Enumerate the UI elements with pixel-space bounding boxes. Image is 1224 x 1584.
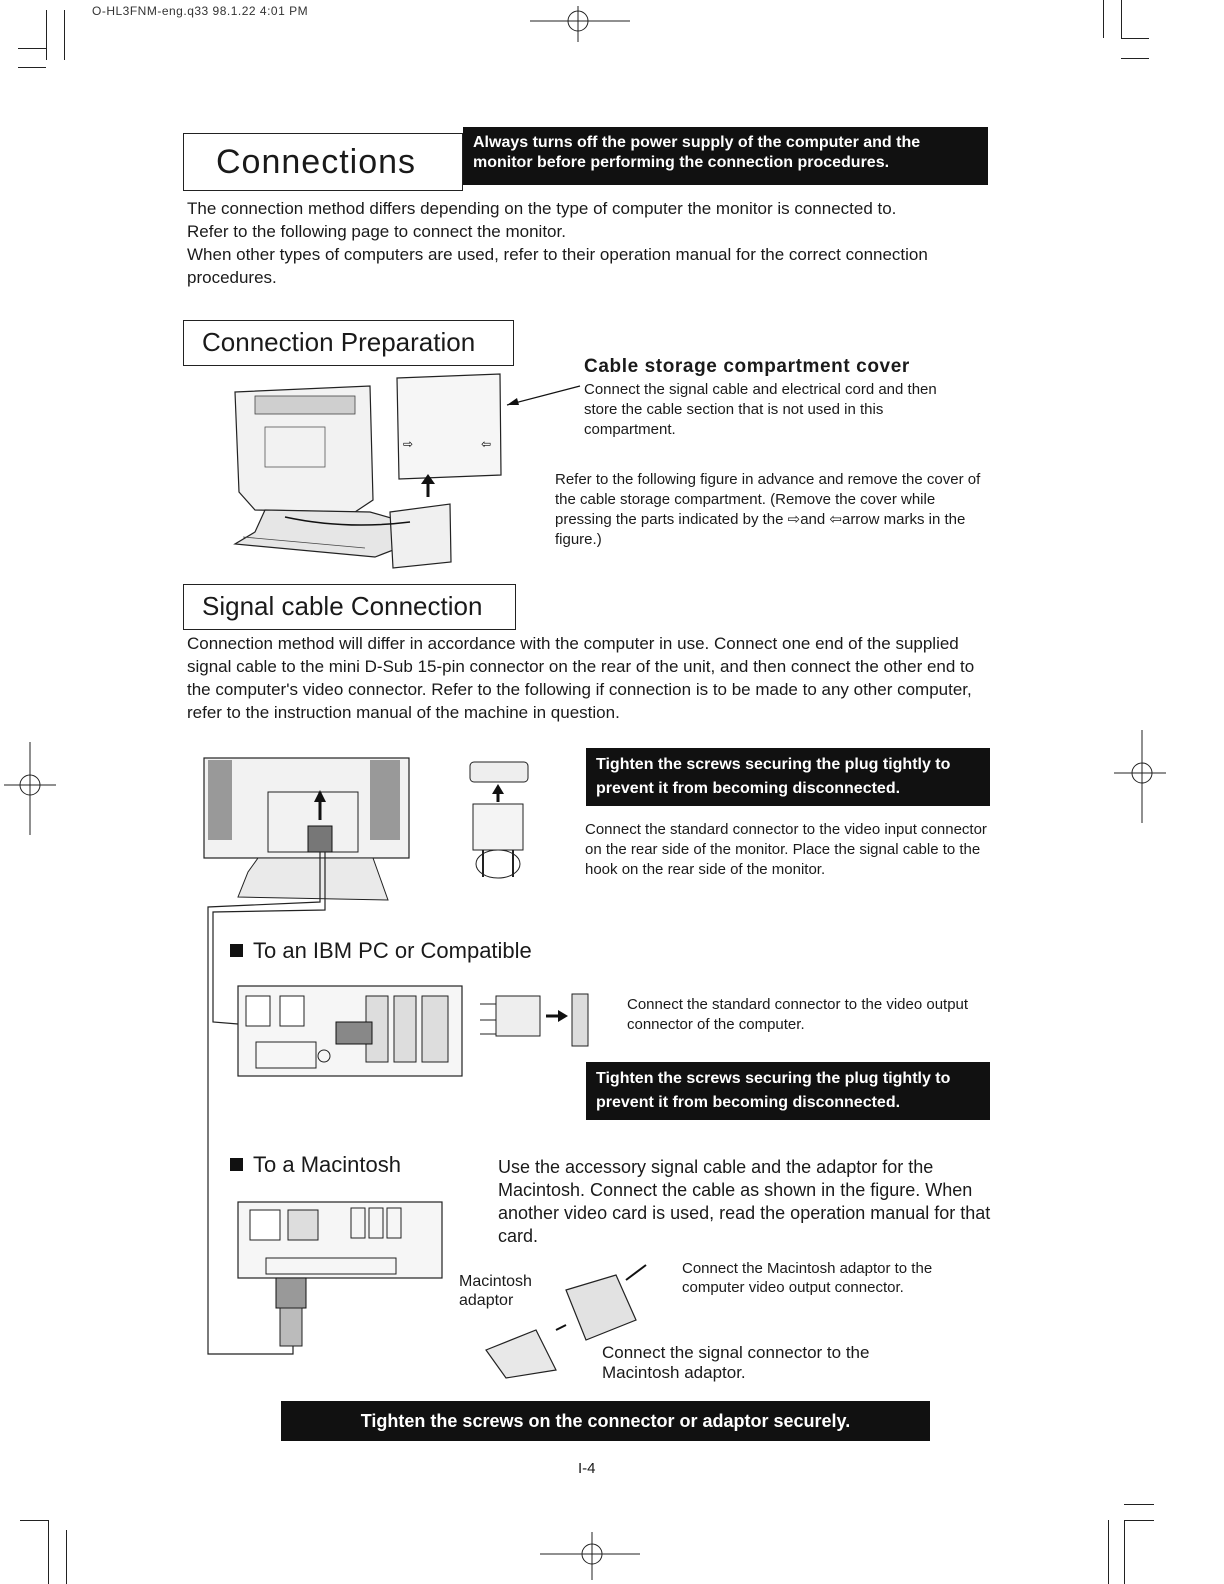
monitor-connector-text: Connect the standard connector to the video input connector on the rear side of the monitor. Place the signal cable to the hook on the rear side of the monitor. — [585, 821, 987, 878]
crop-mark — [48, 1520, 49, 1584]
registration-mark-bottom — [540, 1530, 640, 1584]
page-title: Connections — [183, 133, 463, 191]
intro-text — [187, 197, 977, 289]
preparation-instructions: Refer to the following figure in advance and remove the cover of the cable storage compartment. (Remove the cover while pressing the parts indicated by the ⇨and ⇦arrow marks in the figure.) — [555, 471, 981, 548]
crop-mark — [1121, 0, 1122, 38]
intro-paragraph: Refer to the following page to connect the monitor. — [187, 222, 566, 241]
page-number: I-4 — [578, 1460, 596, 1477]
mac-adaptor-instruction: Connect the Macintosh adaptor to the computer video output connector. — [682, 1260, 933, 1296]
crop-mark — [18, 67, 46, 68]
print-slug: O-HL3FNM-eng.q33 98.1.22 4:01 PM — [92, 4, 309, 18]
tighten-warning-ibm: Tighten the screws securing the plug tightly to prevent it from becoming disconnected. — [586, 1062, 990, 1120]
crop-mark — [46, 10, 47, 60]
bottom-warning-banner: Tighten the screws on the connector or adaptor securely. — [281, 1401, 930, 1441]
monitor-rear-cover-illustration — [225, 372, 580, 572]
signal-description — [187, 632, 987, 724]
section-heading-signal: Signal cable Connection — [183, 584, 516, 630]
mac-heading-label: To a Macintosh — [253, 1152, 401, 1177]
crop-mark — [1121, 38, 1149, 39]
ibm-heading-label: To an IBM PC or Compatible — [253, 938, 532, 963]
crop-mark — [20, 1520, 48, 1521]
registration-mark-right — [1110, 728, 1170, 828]
ibm-pc-rear-illustration — [236, 984, 611, 1076]
mac-description: Use the accessory signal cable and the adaptor for the Macintosh. Connect the cable as shown in the figure. When another video card is used, read the operation manual for that card. — [498, 1157, 991, 1246]
power-warning-banner: Always turns off the power supply of the computer and the monitor before performing the connection procedures. — [463, 127, 988, 185]
cover-title: Cable storage compartment cover — [584, 356, 910, 377]
section-heading-preparation: Connection Preparation — [183, 320, 514, 366]
svg-text:⇨: ⇨ — [403, 437, 414, 451]
mac-adaptor-label: Macintosh adaptor — [459, 1273, 532, 1309]
crop-mark — [1124, 1520, 1125, 1584]
intro-paragraph: The connection method differs depending on the type of computer the monitor is connected to. — [187, 199, 897, 218]
svg-text:⇦: ⇦ — [481, 437, 492, 451]
mac-signal-instruction: Connect the signal connector to the Macintosh adaptor. — [602, 1343, 870, 1382]
crop-mark — [1124, 1520, 1154, 1521]
crop-mark — [66, 1530, 67, 1584]
crop-mark — [1121, 58, 1149, 59]
registration-mark-top — [530, 4, 630, 44]
crop-mark — [18, 48, 46, 49]
signal-paragraph: Connection method will differ in accordance with the computer in use. Connect one end of the supplied signal cable to the mini D-Sub 15-pin connector on the rear of the unit, and then connect the other end to the computer's video connector. Refer to the following if connection is to be made to any other computer, refer to the instruction manual of the machine in question. — [187, 634, 975, 722]
cover-description: Connect the signal cable and electrical cord and then store the cable section that is not used in this compartment. — [584, 381, 937, 438]
tighten-warning-monitor: Tighten the screws securing the plug tightly to prevent it from becoming disconnected. — [586, 748, 990, 806]
ibm-heading — [230, 938, 532, 964]
ibm-connector-text: Connect the standard connector to the video output connector of the computer. — [627, 996, 969, 1033]
crop-mark — [64, 10, 65, 60]
bullet-square-icon — [230, 1158, 243, 1171]
crop-mark — [1108, 1520, 1109, 1584]
mac-heading — [230, 1152, 401, 1178]
bullet-square-icon — [230, 944, 243, 957]
registration-mark-left — [0, 740, 60, 840]
intro-paragraph: When other types of computers are used, refer to their operation manual for the correct connection procedures. — [187, 245, 928, 287]
crop-mark — [1124, 1504, 1154, 1505]
crop-mark — [1103, 0, 1104, 38]
